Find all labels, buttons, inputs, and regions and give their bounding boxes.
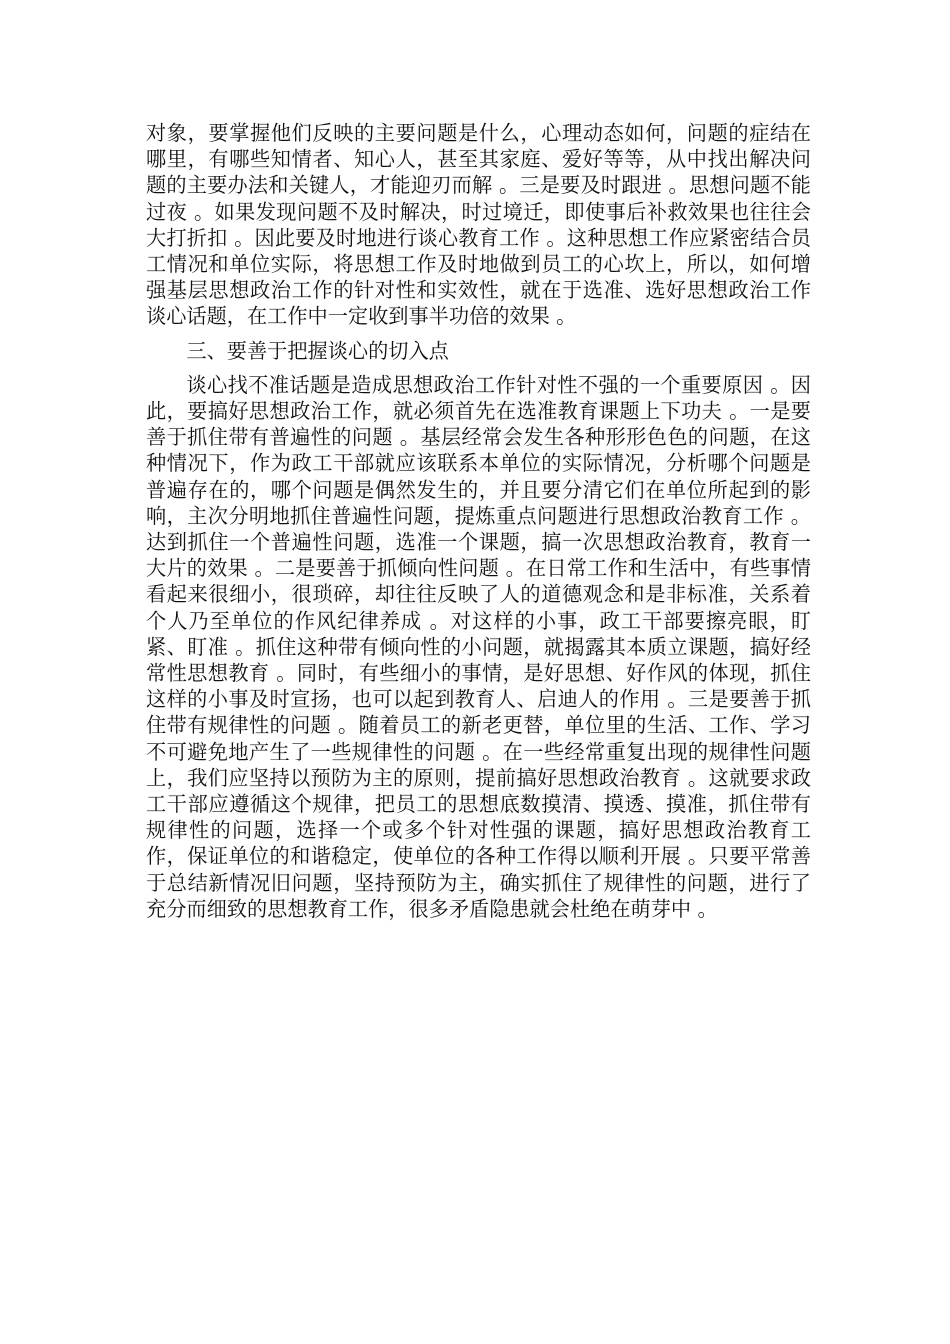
paragraph-continuation: 对象，要掌握他们反映的主要问题是什么，心理动态如何，问题的症结在哪里，有哪些知情者、知心人，甚至其家庭、爱好等等，从中找出解决问题的主要办法和关键人，才能迎刃而解 。三是要及时跟进 。思想问题不能过夜 。如果发现问题不及时解决，时过境迁，即使事后补救效果也往往会大打折扣 。因此要及时地进行谈心教育工作 。这种思想工作应紧密结合员工情况和单位实际，将思想工作及时地做到员工的心坎上，所以，如何增强基层思想政治工作的针对性和实效性，就在于选准、选好思想政治工作谈心话题，在工作中一定收到事半功倍的效果 。	[146, 121, 811, 329]
paragraph-body: 谈心找不准话题是造成思想政治工作针对性不强的一个重要原因 。因此，要搞好思想政治工作，就必须首先在选准教育课题上下功夫 。一是要善于抓住带有普遍性的问题 。基层经常会发生各种形形色色的问题，在这种情况下，作为政工干部就应该联系本单位的实际情况，分析哪个问题是普遍存在的，哪个问题是偶然发生的，并且要分清它们在单位所起到的影响，主次分明地抓住普遍性问题，提炼重点问题进行思想政治教育工作 。达到抓住一个普遍性问题，选准一个课题，搞一次思想政治教育，教育一大片的效果 。二是要善于抓倾向性问题 。在日常工作和生活中，有些事情看起来很细小，很琐碎，却往往反映了人的道德观念和是非标准，关系着个人乃至单位的作风纪律养成 。对这样的小事，政工干部要擦亮眼，盯紧、盯准 。抓住这种带有倾向性的小问题，就揭露其本质立课题，搞好经常性思想教育 。同时，有些细小的事情，是好思想、好作风的体现，抓住这样的小事及时宣扬，也可以起到教育人、启迪人的作用 。三是要善于抓住带有规律性的问题 。随着员工的新老更替，单位里的生活、工作、学习不可避免地产生了一些规律性的问题 。在一些经常重复出现的规律性问题上，我们应坚持以预防为主的原则，提前搞好思想政治教育 。这就要求政工干部应遵循这个规律，把员工的思想底数摸清、摸透、摸准，抓住带有规律性的问题，选择一个或多个针对性强的课题，搞好思想政治教育工作，保证单位的和谐稳定，使单位的各种工作得以顺利开展 。只要平常善于总结新情况旧问题，坚持预防为主，确实抓住了规律性的问题，进行了充分而细致的思想教育工作，很多矛盾隐患就会杜绝在萌芽中 。	[146, 372, 811, 921]
document-page	[146, 120, 811, 922]
section-heading: 三、要善于把握谈心的切入点	[186, 338, 449, 363]
